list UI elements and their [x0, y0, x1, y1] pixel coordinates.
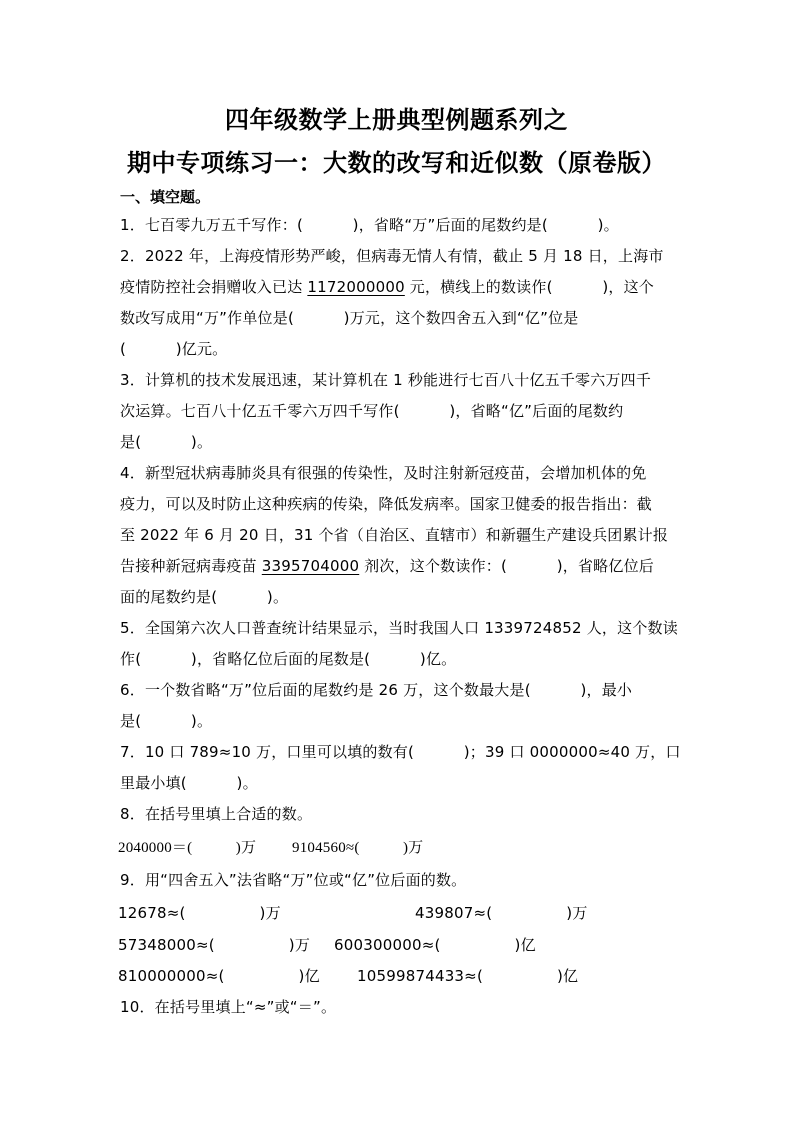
document-title: 四年级数学上册典型例题系列之: [225, 106, 568, 134]
q3-line-2: 次运算。七百八十亿五千零六万四千写作( )，省略“亿”后面的尾数约: [120, 402, 624, 420]
q4-line-3: 至 2022 年 6 月 20 日，31 个省（自治区、直辖市）和新疆生产建设兵团累计报: [120, 526, 669, 544]
q6-line-1: 6．一个数省略“万”位后面的尾数约是 26 万，这个数最大是( )，最小: [120, 681, 633, 699]
q3-line-3: 是( )。: [120, 433, 213, 451]
expression: 810000000≈(: [118, 967, 225, 985]
q5-line-1: 5．全国第六次人口普查统计结果显示，当时我国人口 1339724852 人，这个数读: [120, 619, 678, 637]
unit: )亿: [514, 936, 536, 954]
q8-item-1: [118, 836, 256, 857]
document-subtitle: 期中专项练习一：大数的改写和近似数（原卷版）: [127, 149, 666, 177]
underlined-number: 3395704000: [261, 557, 360, 575]
unit: )万: [288, 936, 311, 954]
q4-line-2: 疫力，可以及时防止这种疾病的传染，降低发病率。国家卫健委的报告指出：截: [120, 495, 653, 513]
q2-line-3: 数改写成用“万”作单位是( )万元，这个数四舍五入到“亿”位是: [120, 309, 579, 327]
expression: 57348000≈(: [118, 936, 215, 954]
q1-line: 1．七百零九万五千写作：( )，省略“万”后面的尾数约是( )。: [120, 216, 619, 234]
answer-blank: [192, 840, 235, 856]
text-segment: 剂次，这个数读作：( )，省略亿位后: [359, 557, 654, 575]
q4-line-1: 4．新型冠状病毒肺炎具有很强的传染性，及时注射新冠疫苗，会增加机体的免: [120, 464, 647, 482]
q7-line-2: 里最小填( )。: [120, 774, 258, 792]
q9-item: [334, 934, 536, 955]
answer-blank: [360, 840, 403, 856]
q2-line-2: [120, 276, 654, 297]
text-segment: 疫情防控社会捐赠收入已达: [120, 278, 308, 296]
q8-item-2: [292, 836, 423, 857]
unit: )万: [259, 904, 281, 922]
text-segment: 元，横线上的数读作( )，这个: [404, 278, 654, 296]
unit: )万: [235, 840, 257, 856]
text-segment: 告接种新冠病毒疫苗: [120, 557, 262, 575]
expression: 600300000≈(: [334, 936, 441, 954]
unit: )亿: [298, 967, 320, 985]
unit: )亿: [557, 967, 579, 985]
expression: 10599874433≈(: [357, 967, 483, 985]
q9-item: [118, 902, 281, 923]
q10-heading: 10．在括号里填上“≈”或“＝”。: [120, 998, 337, 1016]
q9-item: [118, 934, 310, 955]
expression: 12678≈(: [118, 904, 186, 922]
expression: 439807≈(: [415, 904, 493, 922]
q4-line-4: [120, 555, 654, 576]
q5-line-2: 作( )，省略亿位后面的尾数是( )亿。: [120, 650, 457, 668]
expression: 9104560≈(: [292, 840, 360, 856]
q2-line-4: ( )亿元。: [120, 340, 228, 358]
q9-heading: 9．用“四舍五入”法省略“万”位或“亿”位后面的数。: [120, 871, 467, 889]
expression: 2040000＝(: [118, 840, 193, 856]
q3-line-1: 3．计算机的技术发展迅速，某计算机在 1 秒能进行七百八十亿五千零六万四千: [120, 371, 652, 389]
q8-heading: 8．在括号里填上合适的数。: [120, 805, 313, 823]
q7-line-1: 7．10 口 789≈10 万，口里可以填的数有( )；39 口 0000000≈40 万，口: [120, 743, 681, 761]
q2-line-1: 2．2022 年，上海疫情形势严峻，但病毒无情人有情，截止 5 月 18 日，上海市: [120, 247, 664, 265]
unit: )万: [566, 904, 588, 922]
unit: )万: [402, 840, 424, 856]
q9-item: [415, 902, 588, 923]
q6-line-2: 是( )。: [120, 712, 213, 730]
q9-item: [357, 965, 578, 986]
section-heading-fill-in: 一、填空题。: [120, 188, 211, 206]
q4-line-5: 面的尾数约是( )。: [120, 588, 289, 606]
q9-item: [118, 965, 320, 986]
underlined-number: 1172000000: [307, 278, 405, 296]
